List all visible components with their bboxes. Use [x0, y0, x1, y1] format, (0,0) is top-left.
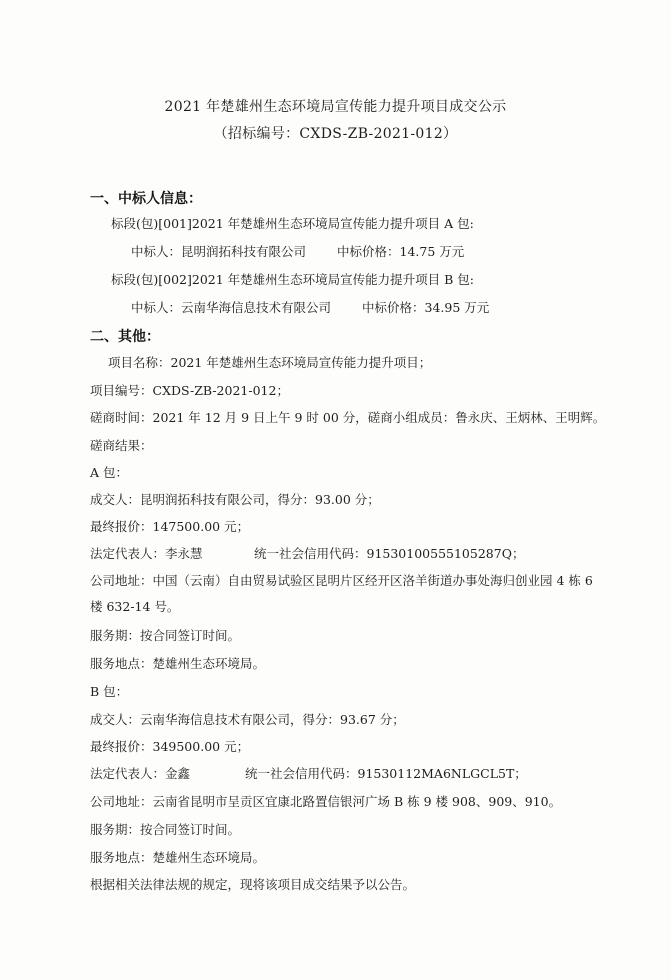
document-title: 2021 年楚雄州生态环境局宣传能力提升项目成交公示 [164, 99, 507, 115]
lot-b-winner-row [131, 300, 331, 316]
lot-b-winner-label: 中标人： [131, 300, 182, 315]
project-number: 项目编号：CXDS-ZB-2021-012； [90, 383, 289, 398]
lot-b-credit-code: 统一社会信用代码：91530112MA6NLGCL5T； [245, 766, 527, 781]
lot-a-deal-winner: 成交人：昆明润拓科技有限公司，得分：93.00 分； [90, 492, 380, 507]
lot-b-winner: 云南华海信息技术有限公司 [181, 300, 332, 315]
lot-a-service-place: 服务地点：楚雄州生态环境局。 [90, 656, 266, 671]
lot-b-deal-winner: 成交人：云南华海信息技术有限公司，得分：93.67 分； [90, 712, 405, 727]
result-label: 磋商结果： [90, 438, 153, 453]
section-2-heading: 二、其他： [90, 329, 160, 345]
lot-b-price-label: 中标价格： [362, 300, 425, 315]
lot-b-address: 公司地址：云南省昆明市呈贡区宜康北路置信银河广场 B 栋 9 楼 908、909、910。 [90, 794, 562, 809]
lot-a-label: A 包： [90, 465, 129, 480]
lot-a-winner-row [131, 244, 306, 260]
lot-a-credit-code: 统一社会信用代码：91530100555105287Q； [254, 546, 525, 561]
lot-b-line: 标段(包)[002]2021 年楚雄州生态环境局宣传能力提升项目 B 包: [111, 272, 474, 287]
project-name: 项目名称：2021 年楚雄州生态环境局宣传能力提升项目； [108, 355, 432, 370]
closing-statement: 根据相关法律法规的规定，现将该项目成交结果予以公告。 [90, 877, 416, 892]
document-subtitle: （招标编号：CXDS-ZB-2021-012） [213, 126, 458, 142]
lot-a-legal-rep: 法定代表人：李永慧 [90, 546, 203, 561]
lot-a-price-row [337, 244, 464, 260]
lot-b-price-row [362, 300, 489, 316]
lot-a-line: 标段(包)[001]2021 年楚雄州生态环境局宣传能力提升项目 A 包: [111, 216, 474, 231]
lot-b-legal-rep: 法定代表人：金鑫 [90, 766, 191, 781]
lot-a-price-label: 中标价格： [337, 244, 400, 259]
section-1-heading: 一、中标人信息： [90, 191, 202, 207]
lot-a-winner-label: 中标人： [131, 244, 182, 259]
lot-b-final-price: 最终报价：349500.00 元； [90, 739, 250, 754]
lot-a-service-period: 服务期：按合同签订时间。 [90, 628, 241, 643]
lot-a-address-line-1: 公司地址：中国（云南）自由贸易试验区昆明片区经开区洛羊街道办事处海归创业园 4 栋 6 [90, 573, 593, 588]
negotiation-time: 磋商时间：2021 年 12 月 9 日上午 9 时 00 分，磋商小组成员：鲁永庆、王炳林、王明辉。 [90, 410, 606, 425]
lot-b-service-period: 服务期：按合同签订时间。 [90, 822, 241, 837]
lot-b-label: B 包： [90, 684, 129, 699]
lot-a-final-price: 最终报价：147500.00 元； [90, 519, 250, 534]
lot-b-price: 34.95 万元 [424, 300, 490, 315]
lot-a-address-line-2: 楼 632-14 号。 [90, 599, 180, 614]
lot-b-service-place: 服务地点：楚雄州生态环境局。 [90, 850, 266, 865]
lot-a-winner: 昆明润拓科技有限公司 [181, 244, 307, 259]
lot-a-price: 14.75 万元 [399, 244, 465, 259]
